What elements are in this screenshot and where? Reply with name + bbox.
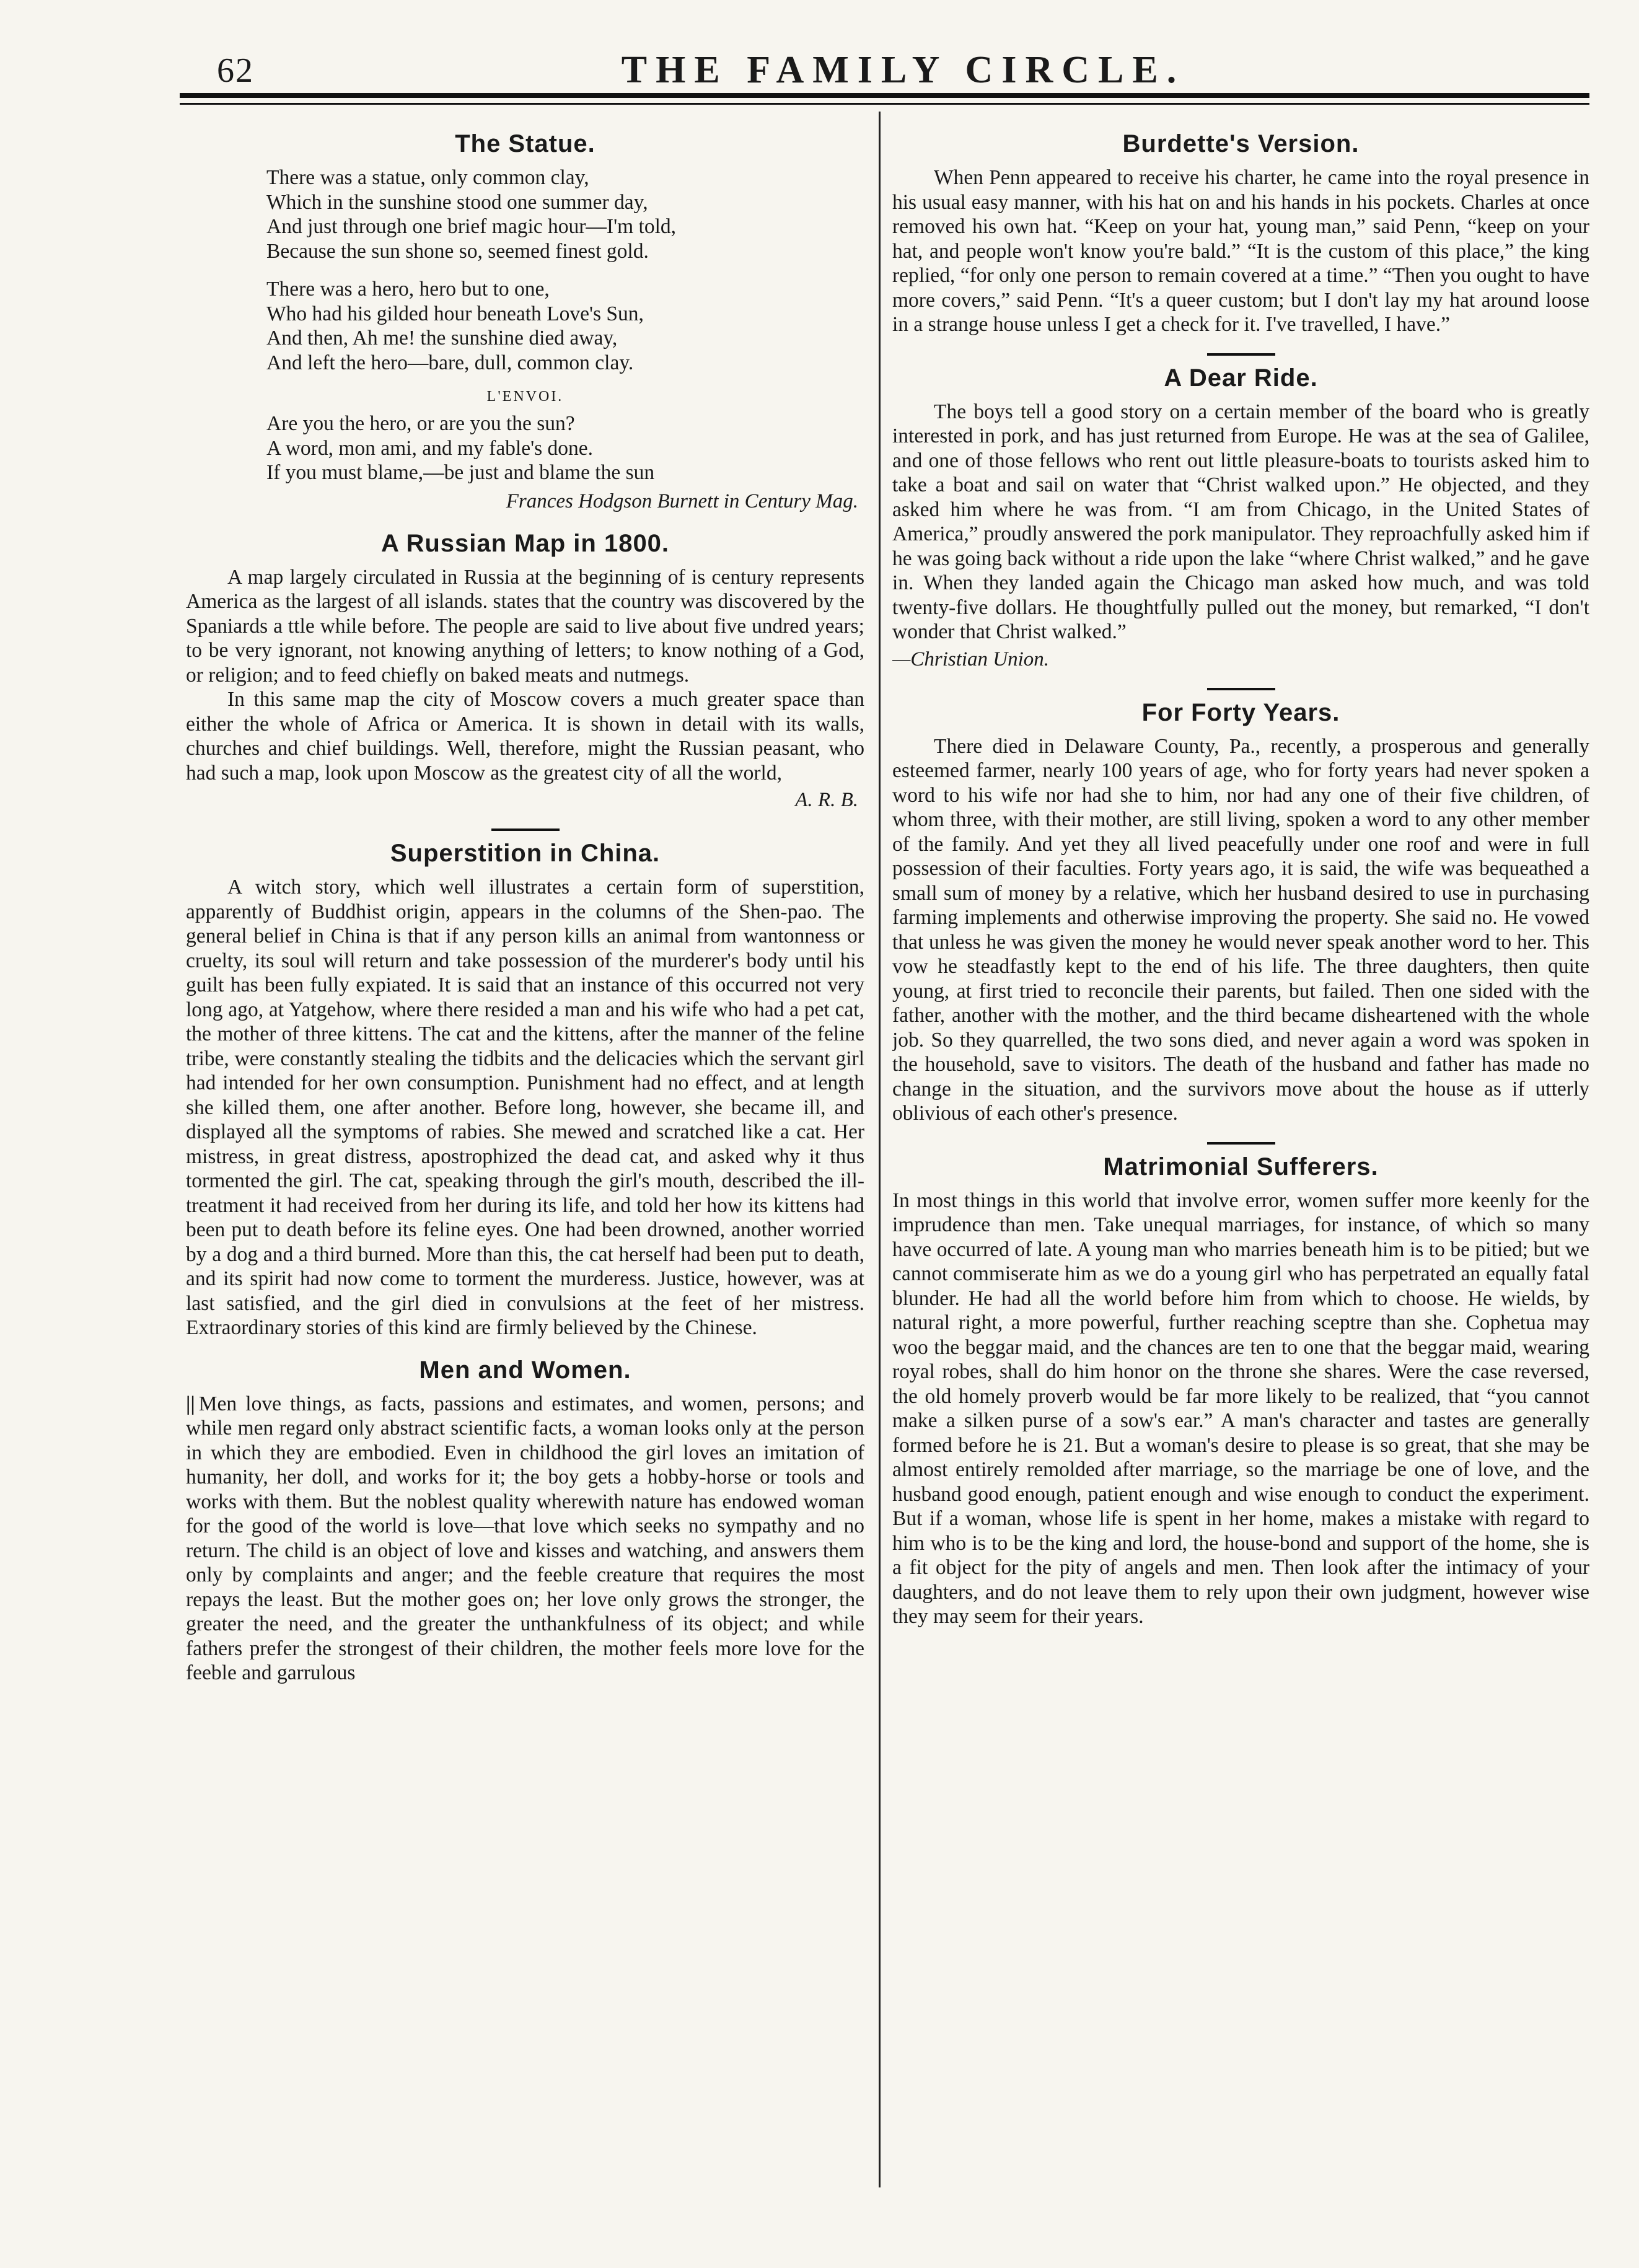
article-paragraph-wrapper bbox=[186, 1392, 864, 1686]
right-column bbox=[892, 124, 1589, 1645]
article-paragraph: There died in Delaware County, Pa., recently, a prosperous and generally esteemed farmer, nearly 100 years of age, who for forty years had never spoken a word to his wife nor had she to him, nor had any one of their five children, of whom three, with their mother, are still living, spoken a word to any other member of the family. And yet they all lived peacefully under one roof and were in full possession of their faculties. Forty years ago, it is said, the wife was bequeathed a small sum of money by a relative, which her husband desired to use in purchasing farming implements and otherwise improving the property. She said no. He vowed that unless he was given the money he would never speak another word to her. This vow he steadfastly kept to the end of his life. The three daughters, then quite young, at first tried to reconcile their parents, but failed. Then one sided with the father, another with the mother, and the third became disheartened with the whole job. So they quarrelled, the two sons died, and never again a word was spoken in the household, save to visitors. The death of the husband and father has made no change in the situation, and the survivors move about the house as if utterly oblivious of each other's presence. bbox=[892, 734, 1589, 1125]
poem-stanza-2 bbox=[266, 277, 864, 375]
poem-line: Which in the sunshine stood one summer day, bbox=[266, 190, 648, 214]
article-paragraph: The boys tell a good story on a certain member of the board who is greatly interested in pork, and has just returned from Europe. He was at the sea of Galilee, and one of those fellows who rent out little pleasure-boats to tourists asked him to take a boat and sail on water that “Christ walked upon.” He objected, and they asked him where he was from. “I am from Chicago, in the United States of America,” proudly answered the pork manipulator. They reproachfully asked him if he was going back without a ride upon the lake “where Christ walked,” and he gave in. When they landed again the Chicago man asked how much, and was told twenty-five dollars. He thoughtfully pulled out the money, but remarked, “I don't wonder that Christ walked.” bbox=[892, 400, 1589, 643]
poem-line: If you must blame,—be just and blame the sun bbox=[266, 461, 655, 484]
column-divider bbox=[879, 112, 881, 2187]
article-title: Matrimonial Sufferers. bbox=[1103, 1153, 1379, 1180]
left-column bbox=[186, 124, 864, 1702]
poem-line: Are you the hero, or are you the sun? bbox=[266, 412, 575, 435]
article-title: The Statue. bbox=[455, 130, 595, 157]
running-head-title: THE FAMILY CIRCLE. bbox=[621, 49, 1185, 91]
article-title: Superstition in China. bbox=[390, 840, 661, 867]
header-rule-thick bbox=[180, 93, 1589, 98]
poem-line: There was a statue, only common clay, bbox=[266, 166, 589, 189]
article-burdettes-version bbox=[892, 130, 1589, 337]
article-men-and-women bbox=[186, 1356, 864, 1686]
poem-line: Who had his gilded hour beneath Love's Sun, bbox=[266, 302, 644, 325]
article-matrimonial-sufferers bbox=[892, 1153, 1589, 1629]
poem-line: And just through one brief magic hour—I'm told, bbox=[266, 215, 677, 238]
article-superstition-in-china bbox=[186, 840, 864, 1340]
poem-stanza-3 bbox=[266, 411, 864, 485]
article-russian-map bbox=[186, 530, 864, 813]
article-title: For Forty Years. bbox=[1141, 698, 1340, 726]
section-rule bbox=[491, 829, 560, 831]
section-rule bbox=[1207, 1142, 1275, 1145]
article-for-forty-years bbox=[892, 699, 1589, 1126]
article-paragraph: In most things in this world that involve error, women suffer more keenly for the imprudence than men. Take unequal marriages, for instance, of which so many have occurred of late. A young man who marries beneath him is to be pitied; but we cannot commiserate him as we do a young girl who has perpetrated an equally fatal blunder. He had all the world before him from which to choose. He wields, by natural right, a more powerful, further reaching sceptre than she. Cophetua may woo the beggar maid, and the chances are ten to one that the beggar maid, wearing royal robes, shall do him honor on the throne she shares. Were the case reversed, the old homely proverb would be far more likely to be realized, that “you cannot make a silken purse of a sow's ear.” A man's character and tastes are generally formed before he is 21. But a woman's desire to please is so great, that she may be almost entirely remolded after marriage, so the marriage be one of love, and the husband good enough, patient enough and wise enough to conduct the experiment. But if a woman, whose life is spent in her home, makes a mistake with regard to him who is to be the king and lord, the house-bond and support of the home, she is a fit object for the pity of angels and men. Then look after the intimacy of your daughters, and do not leave them to rely upon their own judgment, however wise they may seem for their years. bbox=[892, 1189, 1589, 1628]
poem-stanza-1 bbox=[266, 165, 864, 263]
section-rule bbox=[1207, 688, 1275, 690]
article-the-statue bbox=[186, 130, 864, 514]
poem-line: Because the sun shone so, seemed finest gold. bbox=[266, 239, 649, 263]
poem-line: And left the hero—bare, dull, common clay. bbox=[266, 351, 634, 374]
article-byline: Frances Hodgson Burnett in Century Mag. bbox=[506, 490, 858, 512]
article-paragraph: In this same map the city of Moscow covers a much greater space than either the whole of Africa or America. It is shown in detail with its walls, churches and chief buildings. Well, therefore, might the Russian peasant, who had such a map, look upon Moscow as the greatest city of all the world, bbox=[186, 688, 864, 785]
poem-line: There was a hero, hero but to one, bbox=[266, 278, 550, 301]
poem-line: And then, Ah me! the sunshine died away, bbox=[266, 327, 618, 349]
page-number: 62 bbox=[217, 51, 254, 90]
article-byline: A. R. B. bbox=[795, 789, 858, 811]
article-a-dear-ride bbox=[892, 364, 1589, 672]
article-paragraph: A map largely circulated in Russia at the beginning of is century represents America as the largest of all islands. states that the country was discovered by the Spaniards a ttle while before. The people are said to live about five undred years; to be very ignorant, not knowing anything of letters; to know nothing of a God, or religion; and to feed chiefly on baked meats and nutmegs. bbox=[186, 565, 864, 687]
article-title: Men and Women. bbox=[419, 1356, 631, 1384]
article-title: A Russian Map in 1800. bbox=[380, 529, 670, 557]
envoi-label: L'ENVOI. bbox=[486, 389, 564, 405]
article-title: A Dear Ride. bbox=[1164, 364, 1318, 392]
paragraph-ornament: || bbox=[186, 1392, 195, 1415]
article-paragraph: Men love things, as facts, passions and estimates, and women, persons; and while men regard only abstract scientific facts, a woman looks only at the person in which they are embodied. Even in childhood the girl loves an imitation of humanity, her doll, and works for it; the boy gets a hobby-horse or tools and works with them. But the noblest quality wherewith nature has endowed woman for the good of the world is love—that love which seeks no sympathy and no return. The child is an object of love and kisses and watching, and answers them only by complaints and anger; and the feeble creature that requires the most repays the least. But the mother goes on; her love only grows the stronger, the greater the need, and the greater the unthankfulness of its object; and while fathers prefer the strongest of their children, the mother feels more love for the feeble and garrulous bbox=[186, 1392, 864, 1684]
section-rule bbox=[1207, 353, 1275, 356]
article-byline: —Christian Union. bbox=[892, 648, 1050, 670]
poem-line: A word, mon ami, and my fable's done. bbox=[266, 436, 594, 460]
header-rule-thin bbox=[180, 103, 1589, 105]
article-paragraph: A witch story, which well illustrates a certain form of superstition, apparently of Buddhist origin, appears in the columns of the Shen-pao. The general belief in China is that if any person kills an animal from wantonness or cruelty, its soul will return and take possession of the murderer's body until his guilt has been fully expiated. It is said that an instance of this occurred not very long ago, at Yatgehow, where there resided a man and his wife who had a pet cat, the mother of three kittens. The cat and the kittens, after the manner of the feline tribe, were constantly stealing the tidbits and the delicacies which the servant girl had intended for her own consumption. Punishment had no effect, and at length she killed them, one after another. Before long, however, she became ill, and displayed all the symptoms of rabies. She mewed and scratched like a cat. Her mistress, in great distress, apostrophized the dead cat, and asked why it thus tormented the girl. The cat, speaking through the girl's mouth, described the ill-treatment it had received from her during its life, and told her how its kittens had been put to death before its feline eyes. One had been drowned, another worried by a dog and a third burned. More than this, the cat herself had been put to death, and its spirit had now come to torment the murderess. Justice, however, was at last satisfied, and the girl died in convulsions at the feet of her mistress. Extraordinary stories of this kind are firmly believed by the Chinese. bbox=[186, 876, 864, 1339]
article-paragraph: When Penn appeared to receive his charter, he came into the royal presence in his usual easy manner, with his hat on and his hands in his pockets. Charles at once removed his own hat. “Keep on your hat, young man,” said Penn, “keep on your hat, and people won't know you're bald.” “It is the custom of this place,” the king replied, “for only one person to remain covered at a time.” “Then you ought to have more covers,” said Penn. “It's a queer custom; but I don't lay my hat around loose in a strange house unless I get a check for it. I've travelled, I have.” bbox=[892, 166, 1589, 336]
article-title: Burdette's Version. bbox=[1122, 130, 1360, 157]
